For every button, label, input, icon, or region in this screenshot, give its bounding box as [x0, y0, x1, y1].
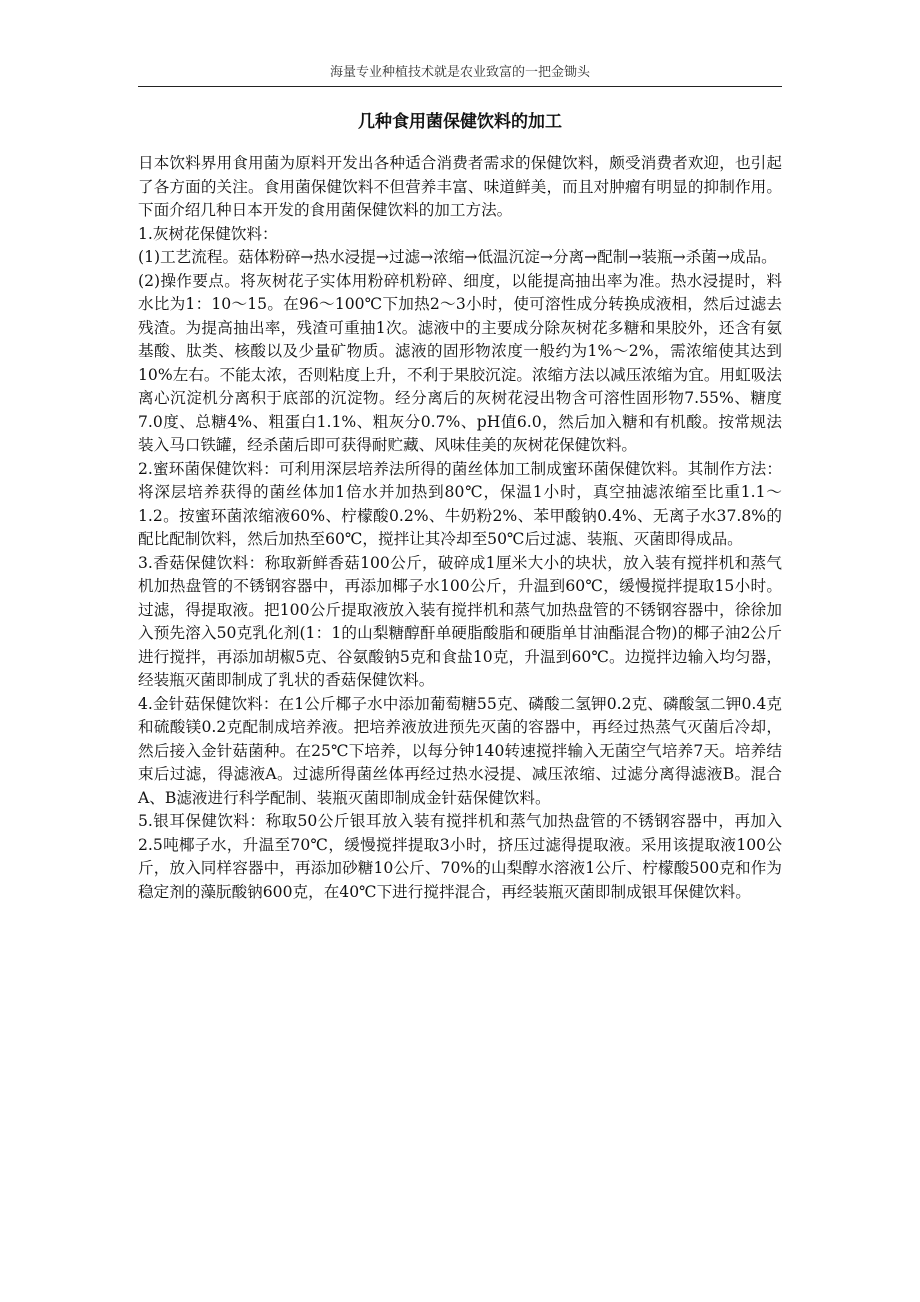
document-body	[138, 152, 782, 904]
shiitake-paragraph: 3.香菇保健饮料：称取新鲜香菇100公斤，破碎成1厘米大小的块状，放入装有搅拌机和蒸气机加热盘管的不锈钢容器中，再添加椰子水100公斤，升温到60℃，缓慢搅拌提取15小时。过滤，得提取液。把100公斤提取液放入装有搅拌机和蒸气加热盘管的不锈钢容器中，徐徐加入预先溶入50克乳化剂(1：1的山梨糖醇酐单硬脂酸脂和硬脂单甘油酯混合物)的椰子油2公斤进行搅拌，再添加胡椒5克、谷氨酸钠5克和食盐10克，升温到60℃。边搅拌边输入均匀器，经装瓶灭菌即制成了乳状的香菇保健饮料。	[138, 553, 782, 689]
intro-paragraph: 日本饮料界用食用菌为原料开发出各种适合消费者需求的保健饮料，颇受消费者欢迎，也引起了各方面的关注。食用菌保健饮料不但营养丰富、味道鲜美，而且对肿瘤有明显的抑制作用。下面介绍几种日本开发的食用菌保健饮料的加工方法。	[138, 154, 782, 219]
process-flow-paragraph: (1)工艺流程。菇体粉碎→热水浸提→过滤→浓缩→低温沉淀→分离→配制→装瓶→杀菌→成品。	[138, 248, 777, 266]
armillaria-paragraph: 2.蜜环菌保健饮料：可利用深层培养法所得的菌丝体加工制成蜜环菌保健饮料。其制作方法：将深层培养获得的菌丝体加1倍水并加热到80℃，保温1小时，真空抽滤浓缩至比重1.1～1.2。按蜜环菌浓缩液60%、柠檬酸0.2%、牛奶粉2%、苯甲酸钠0.4%、无离子水37.8%的配比配制饮料，然后加热至60℃，搅拌让其冷却至50℃后过滤、装瓶、灭菌即得成品。	[138, 459, 782, 548]
page-header: 海量专业种植技术就是农业致富的一把金锄头	[329, 65, 590, 80]
operation-points-paragraph: (2)操作要点。将灰树花子实体用粉碎机粉碎、细度，以能提高抽出率为准。热水浸提时，料水比为1：10～15。在96～100℃下加热2～3小时，使可溶性成分转换成液相，然后过滤去残渣。为提高抽出率，残渣可重抽1次。滤液中的主要成分除灰树花多糖和果胶外，还含有氨基酸、肽类、核酸以及少量矿物质。滤液的固形物浓度一般约为1%～2%，需浓缩使其达到10%左右。不能太浓，否则粘度上升，不利于果胶沉淀。浓缩方法以减压浓缩为宜。用虹吸法离心沉淀机分离积于底部的沉淀物。经分离后的灰树花浸出物含可溶性固形物7.55%、糖度7.0度、总糖4%、粗蛋白1.1%、粗灰分0.7%、pH值6.0，然后加入糖和有机酸。按常规法装入马口铁罐，经杀菌后即可获得耐贮藏、风味佳美的灰树花保健饮料。	[138, 271, 782, 454]
header-divider	[138, 86, 782, 87]
tremella-paragraph: 5.银耳保健饮料：称取50公斤银耳放入装有搅拌机和蒸气加热盘管的不锈钢容器中，再加入2.5吨椰子水，升温至70℃，缓慢搅拌提取3小时，挤压过滤得提取液。采用该提取液100公斤，放入同样容器中，再添加砂糖10公斤、70%的山梨醇水溶液1公斤、柠檬酸500克和作为稳定剂的藻朊酸钠600克，在40℃下进行搅拌混合，再经装瓶灭菌即制成银耳保健饮料。	[138, 812, 782, 901]
section-heading-grifola: 1.灰树花保健饮料：	[138, 224, 278, 243]
enoki-paragraph: 4.金针菇保健饮料：在1公斤椰子水中添加葡萄糖55克、磷酸二氢钾0.2克、磷酸氢二钾0.4克和硫酸镁0.2克配制成培养液。把培养液放进预先灭菌的容器中，再经过热蒸气灭菌后冷却，然后接入金针菇菌种。在25℃下培养，以每分钟140转速搅拌输入无菌空气培养7天。培养结束后过滤，得滤液A。过滤所得菌丝体再经过热水浸提、减压浓缩、过滤分离得滤液B。混合A、B滤液进行科学配制、装瓶灭菌即制成金针菇保健饮料。	[138, 694, 782, 807]
document-title: 几种食用菌保健饮料的加工	[358, 112, 562, 132]
